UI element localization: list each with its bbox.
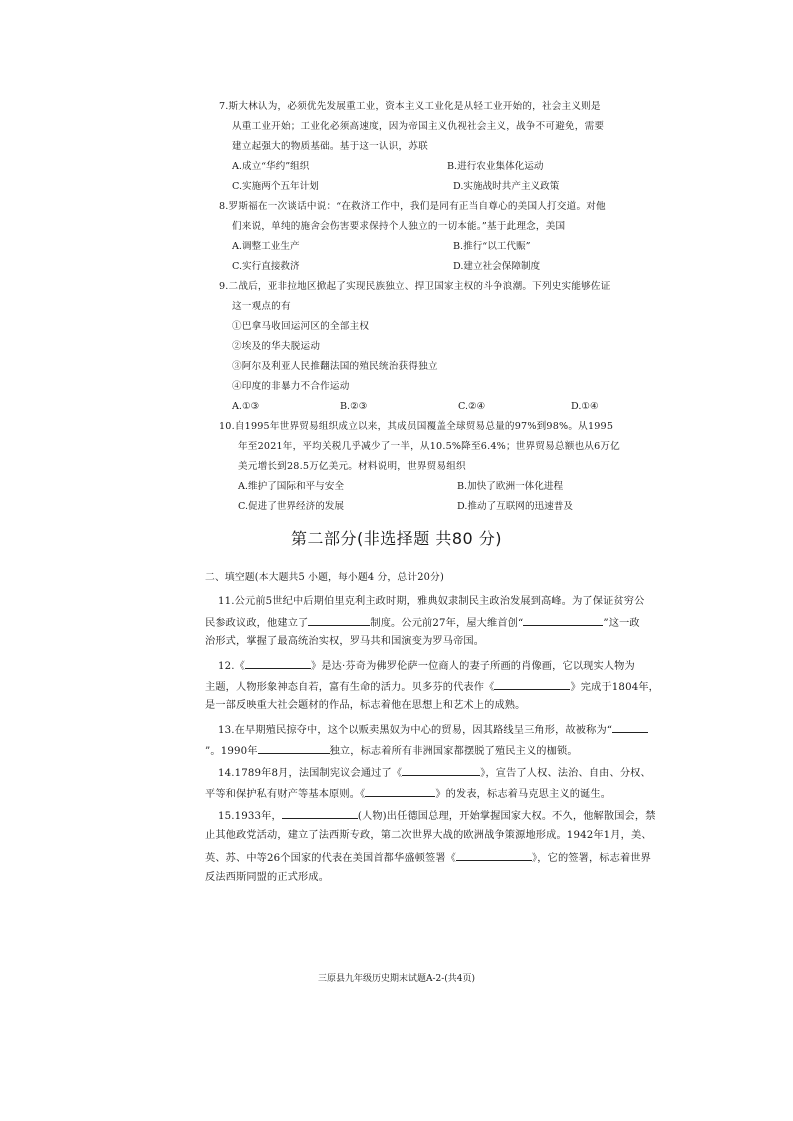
q15-line3-b: 》，它的签署，标志着世界 xyxy=(532,853,651,864)
q7-stem-line1: 7.斯大林认为，必须优先发展重工业，资本主义工业化是从轻工业开始的，社会主义则是 xyxy=(219,101,601,112)
q11-line2-a: 民参政议政，他建立了 xyxy=(205,618,309,629)
q10-stem-line3: 美元增长到28.5万亿美元。材料说明，世界贸易组织 xyxy=(238,461,466,472)
q10-option-a: A.维护了国际和平与安全 xyxy=(238,481,344,492)
q13-line2-a: ”。1990年 xyxy=(205,746,258,757)
q12-line2-a: 主题，人物形象神态自若，富有生命的活力。贝多芬的代表作《 xyxy=(205,682,495,693)
q12-blank-2[interactable] xyxy=(494,678,570,690)
q9-option-a: A.①③ xyxy=(232,401,260,412)
q14-blank-1[interactable] xyxy=(402,764,480,776)
page-footer: 三原县九年级历史期末试题A-2-(共4页) xyxy=(317,974,476,984)
q9-item-1: ①巴拿马收回运河区的全部主权 xyxy=(232,321,370,332)
q8-option-c: C.实行直接救济 xyxy=(232,261,300,272)
q10-option-d: D.推动了互联网的迅速普及 xyxy=(457,501,573,512)
q13-line2 xyxy=(205,742,578,759)
q12-line1-a: 12.《 xyxy=(218,661,245,672)
q13-blank-2[interactable] xyxy=(258,742,330,754)
q10-stem-line1: 10.自1995年世界贸易组织成立以来，其成员国覆盖全球贸易总量的97%到98%。从1995 xyxy=(219,421,614,432)
q7-option-d: D.实施战时共产主义政策 xyxy=(453,181,560,192)
q13-blank-1[interactable] xyxy=(612,721,648,733)
q9-option-d: D.①④ xyxy=(571,401,599,412)
q15-line1-a: 15.1933年， xyxy=(218,811,282,822)
q9-option-b: B.②③ xyxy=(340,401,368,412)
q15-line3 xyxy=(205,849,651,866)
q9-stem-line1: 9.二战后，亚非拉地区掀起了实现民族独立、捍卫国家主权的斗争浪潮。下列史实能够佐证 xyxy=(219,281,611,292)
q14-line1 xyxy=(218,764,651,781)
q12-line3: 是一部反映重大社会题材的作品，标志着他在思想上和艺术上的成熟。 xyxy=(205,700,526,711)
q14-line1-b: 》，宣告了人权、法治、自由、分权、 xyxy=(480,768,651,779)
q13-line2-b: 独立，标志着所有非洲国家都摆脱了殖民主义的枷锁。 xyxy=(329,746,578,757)
q9-option-c: C.②④ xyxy=(458,401,486,412)
q7-option-c: C.实施两个五年计划 xyxy=(232,181,319,192)
q11-blank-1[interactable] xyxy=(308,614,370,626)
fill-section-heading: 二、填空题(本大题共5 小题，每小题4 分，总计20分) xyxy=(205,572,444,583)
q15-blank-1[interactable] xyxy=(282,807,358,819)
q7-option-a: A.成立“华约”组织 xyxy=(232,161,310,172)
q14-blank-2[interactable] xyxy=(365,785,435,797)
q10-option-b: B.加快了欧洲一体化进程 xyxy=(457,481,564,492)
q8-stem-line2: 们来说，单纯的施舍会伤害要求保持个人独立的一切本能。”基于此理念，美国 xyxy=(232,221,566,232)
q11-line2 xyxy=(205,614,640,631)
q14-line1-a: 14.1789年8月，法国制宪议会通过了《 xyxy=(218,768,403,779)
q13-line1-a: 13.在早期殖民掠夺中，这个以贩卖黑奴为中心的贸易，因其路线呈三角形，故被称为“ xyxy=(218,725,613,736)
q14-line2-b: 》的发表，标志着马克思主义的诞生。 xyxy=(435,789,612,800)
q15-line3-a: 英、苏、中等26个国家的代表在美国首都华盛顿签署《 xyxy=(205,853,457,864)
q7-stem-line2: 从重工业开始；工业化必须高速度，因为帝国主义仇视社会主义，战争不可避免，需要 xyxy=(232,121,605,132)
q14-line2 xyxy=(205,785,611,802)
q9-item-3: ③阿尔及利亚人民推翻法国的殖民统治获得独立 xyxy=(232,361,438,372)
q11-line1: 11.公元前5世纪中后期伯里克利主政时期，雅典奴隶制民主政治发展到高峰。为了保证贫穷公 xyxy=(218,596,645,607)
q9-item-2: ②埃及的华夫脱运动 xyxy=(232,341,321,352)
q9-stem-line2: 这一观点的有 xyxy=(232,301,291,312)
q11-blank-2[interactable] xyxy=(523,614,603,626)
q12-blank-1[interactable] xyxy=(245,657,311,669)
q8-option-a: A.调整工业生产 xyxy=(232,241,300,252)
q7-option-b: B.进行农业集体化运动 xyxy=(447,161,544,172)
q15-line4: 反法西斯同盟的正式形成。 xyxy=(205,872,330,883)
q15-line1-b: (人物)出任德国总理，开始掌握国家大权。不久，他解散国会，禁 xyxy=(357,811,656,822)
q15-line2: 止其他政党活动，建立了法西斯专政，第二次世界大战的欧洲战争策源地形成。1942年1月，美、 xyxy=(205,830,652,841)
q12-line1-b: 》是达·芬奇为佛罗伦萨一位商人的妻子所画的肖像画，它以现实人物为 xyxy=(311,661,635,672)
q11-line2-b: 制度。公元前27年，屋大维首创“ xyxy=(370,618,524,629)
q12-line2 xyxy=(205,678,659,695)
q11-line2-c: ”这一政 xyxy=(603,618,640,629)
q7-stem-line3: 建立起强大的物质基础。基于这一认识，苏联 xyxy=(232,141,428,152)
q11-line3: 治形式，掌握了最高统治实权，罗马共和国演变为罗马帝国。 xyxy=(205,636,485,647)
q8-stem-line1: 8.罗斯福在一次谈话中说：“在救济工作中，我们是同有正当自尊心的美国人打交道。对他 xyxy=(219,201,606,212)
q12-line2-b: 》完成于1804年， xyxy=(570,682,660,693)
q9-item-4: ④印度的非暴力不合作运动 xyxy=(232,381,350,392)
part2-title: 第二部分(非选择题 共80 分) xyxy=(290,529,503,548)
q8-option-b: B.推行“以工代赈” xyxy=(453,241,531,252)
q15-blank-2[interactable] xyxy=(456,849,532,861)
q10-option-c: C.促进了世界经济的发展 xyxy=(238,501,344,512)
q8-option-d: D.建立社会保障制度 xyxy=(453,261,541,272)
q10-stem-line2: 年至2021年，平均关税几乎减少了一半，从10.5%降至6.4%；世界贸易总额也从6万亿 xyxy=(238,441,620,452)
q13-line1 xyxy=(218,721,648,738)
q14-line2-a: 平等和保护私有财产等基本原则。《 xyxy=(205,789,366,800)
q15-line1 xyxy=(218,807,656,824)
q12-line1 xyxy=(218,657,635,674)
